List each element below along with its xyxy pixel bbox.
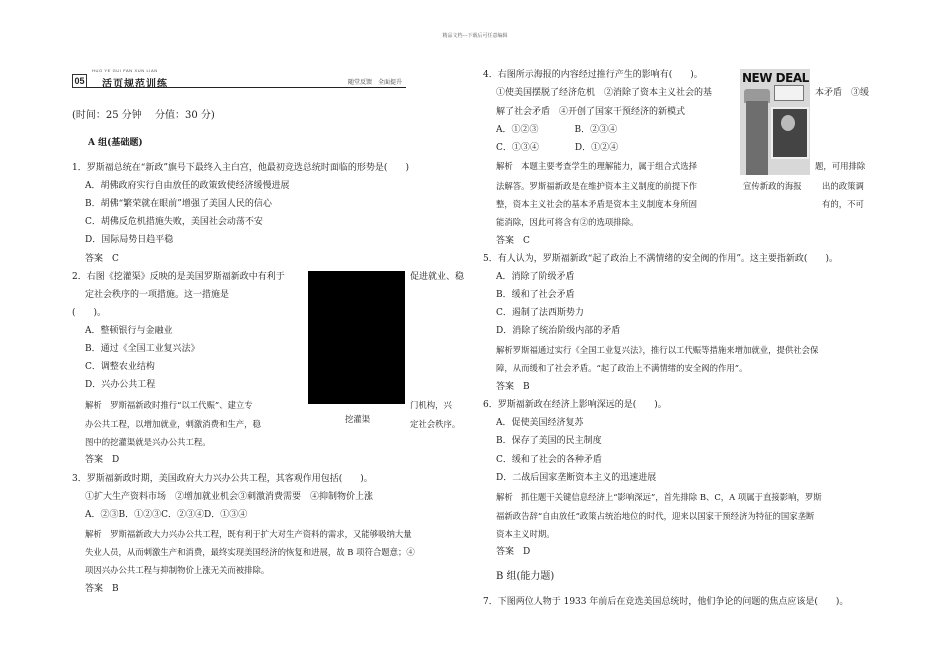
q4-line2: 解了社会矛盾 ④开创了国家干预经济的新模式 — [496, 107, 686, 117]
q2-option-c: C．调整农业结构 — [85, 362, 155, 372]
q3-analysis-line2: 失业人员，从而刺激生产和消费，最终实现美国经济的恢复和进展，故 B 项符合题意；④ — [85, 547, 415, 557]
poster-sign — [774, 85, 804, 101]
q6-stem: 6．罗斯福新政在经济上影响深远的是( )。 — [483, 400, 667, 410]
banner-right-text: 随堂反馈 全面提升 — [347, 79, 402, 86]
q6-analysis-line1: 解析 抓住题干关键信息经济上“影响深远”，首先排除 B、C，A 项属于直接影响，罗斯 — [496, 492, 822, 502]
time-score: (时间：25 分钟 分值：30 分) — [72, 110, 215, 121]
q2-option-a: A．整顿银行与金融业 — [85, 326, 173, 336]
q1-option-c: C．胡佛反危机措施失败，美国社会动荡不安 — [85, 217, 263, 227]
q1-option-d: D．国际局势日趋平稳 — [85, 235, 174, 245]
q3-options: A．②③B．①②③C．②③④D．①③④ — [85, 510, 248, 520]
section-number: 05 — [72, 74, 87, 88]
q4-analysis-line4: 能消除，因此可将含有②的选项排除。 — [496, 217, 639, 227]
q2-stem-line3: ( )。 — [72, 308, 107, 318]
group-b-heading: B 组(能力题) — [496, 571, 555, 582]
poster-figure — [746, 101, 768, 175]
page-header: 精品文档---下载后可任意编辑 — [442, 33, 508, 39]
q4-analysis-line3-right: 有的，不可 — [822, 199, 864, 209]
q5-analysis-line2: 障，从而缓和了社会矛盾。“起了政治上不满情绪的安全阀的作用”。 — [496, 363, 748, 373]
q4-analysis-line3: 整，资本主义社会的基本矛盾是资本主义制度本身所固 — [496, 199, 697, 209]
q2-stem-line2: 定社会秩序的一项措施。这一措施是 — [85, 290, 230, 300]
q2-analysis-line2-right: 定社会秩序。 — [410, 419, 461, 429]
q4-analysis-line2-right: 出的政策调 — [822, 181, 864, 191]
q4-options-1: A．①②③ B．②③④ — [496, 125, 618, 135]
q5-analysis-line1: 解析罗斯福通过实行《全国工业复兴法》，推行以工代赈等措施来增加就业，提供社会保 — [496, 345, 819, 355]
q4-options-2: C．①③④ D．①②④ — [496, 143, 619, 153]
q4-analysis-line2: 法解答。罗斯福新政是在维护资本主义制度的前提下作 — [496, 181, 697, 191]
banner-pinyin: HUO YE GUI FAN XUN LIAN — [92, 68, 158, 73]
q1-option-b: B．胡佛“繁荣就在眼前”增强了美国人民的信心 — [85, 199, 272, 209]
new-deal-poster — [740, 69, 810, 175]
poster-portrait-face — [781, 115, 795, 131]
q4-analysis-line1: 解析 本题主要考查学生的理解能力，属于组合式选择 — [496, 161, 697, 171]
q6-option-d: D．二战后国家垄断资本主义的迅速进展 — [496, 473, 657, 483]
q1-answer: 答案 C — [85, 254, 119, 264]
q6-option-a: A．促使美国经济复苏 — [496, 418, 584, 428]
q4-answer: 答案 C — [496, 236, 530, 246]
q3-stem: 3．罗斯福新政时期，美国政府大力兴办公共工程，其客观作用包括( )。 — [72, 474, 373, 484]
poster-caption: 宣传新政的海报 — [743, 181, 802, 191]
q5-option-a: A．消除了阶级矛盾 — [496, 272, 575, 282]
q3-analysis-line1: 解析 罗斯福新政大力兴办公共工程，既有利于扩大对生产资料的需求，又能够吸纳大量 — [85, 529, 412, 539]
section-banner — [72, 68, 406, 88]
q3-answer: 答案 B — [85, 584, 119, 594]
q1-stem: 1．罗斯福总统在“新政”旗号下最终入主白宫，他最初竞选总统时面临的形势是( ) — [72, 163, 409, 173]
q2-analysis-line1: 解析 罗斯福新政时推行“以工代赈”、建立专 — [85, 400, 253, 410]
q2-option-d: D．兴办公共工程 — [85, 380, 156, 390]
q2-stem-line1-right: 促进就业、稳 — [410, 272, 465, 282]
q1-option-a: A．胡佛政府实行自由放任的政策致使经济缓慢进展 — [85, 181, 290, 191]
q2-analysis-line3: 图中的挖灌渠就是兴办公共工程。 — [85, 437, 211, 447]
canal-digging-image — [308, 271, 405, 404]
q7-stem: 7．下图两位人物于 1933 年前后在竞选美国总统时，他们争论的问题的焦点应该是( )。 — [483, 597, 849, 607]
q2-analysis-line1-right: 门机构，兴 — [410, 400, 452, 410]
q5-stem: 5．有人认为，罗斯福新政“起了政治上不满情绪的安全阀的作用”。这主要指新政( )。 — [483, 254, 838, 264]
q6-answer: 答案 D — [496, 547, 531, 557]
poster-title: NEW DEAL — [742, 71, 809, 85]
q5-option-b: B．缓和了社会矛盾 — [496, 290, 575, 300]
banner-rule — [87, 87, 406, 88]
q3-analysis-line3: 项因兴办公共工程与抑制物价上涨无关而被排除。 — [85, 565, 270, 575]
q4-stem: 4．右图所示海报的内容经过推行产生的影响有( )。 — [483, 70, 703, 80]
q2-image-caption: 挖灌渠 — [345, 414, 371, 424]
q2-option-b: B．通过《全国工业复兴法》 — [85, 344, 200, 354]
banner-title: 活页规范训练 — [102, 79, 168, 90]
q6-option-c: C．缓和了社会的各种矛盾 — [496, 455, 602, 465]
q3-items: ①扩大生产资料市场 ②增加就业机会③刺激消费需要 ④抑制物价上涨 — [85, 492, 374, 502]
q5-answer: 答案 B — [496, 382, 530, 392]
q6-option-b: B．保存了美国的民主制度 — [496, 436, 602, 446]
q4-line1-right: 本矛盾 ③缓 — [815, 88, 870, 98]
q6-analysis-line2: 福新政告辞“自由放任”政策占统治地位的时代，迎来以国家干预经济为特征的国家垄断 — [496, 511, 815, 521]
q5-option-c: C．遏制了法西斯势力 — [496, 308, 584, 318]
q4-line1: ①使美国摆脱了经济危机 ②消除了资本主义社会的基 — [496, 88, 713, 98]
q2-analysis-line2: 办公共工程，以增加就业，刺激消费和生产，稳 — [85, 419, 261, 429]
q6-analysis-line3: 资本主义时期。 — [496, 529, 555, 539]
q4-analysis-line1-right: 题，可用排除 — [815, 161, 866, 171]
q2-stem-line1: 2．右图《挖灌渠》反映的是美国罗斯福新政中有利于 — [72, 272, 285, 282]
group-a-heading: A 组(基础题) — [88, 138, 143, 148]
q2-answer: 答案 D — [85, 455, 120, 465]
q5-option-d: D．消除了统治阶级内部的矛盾 — [496, 326, 621, 336]
